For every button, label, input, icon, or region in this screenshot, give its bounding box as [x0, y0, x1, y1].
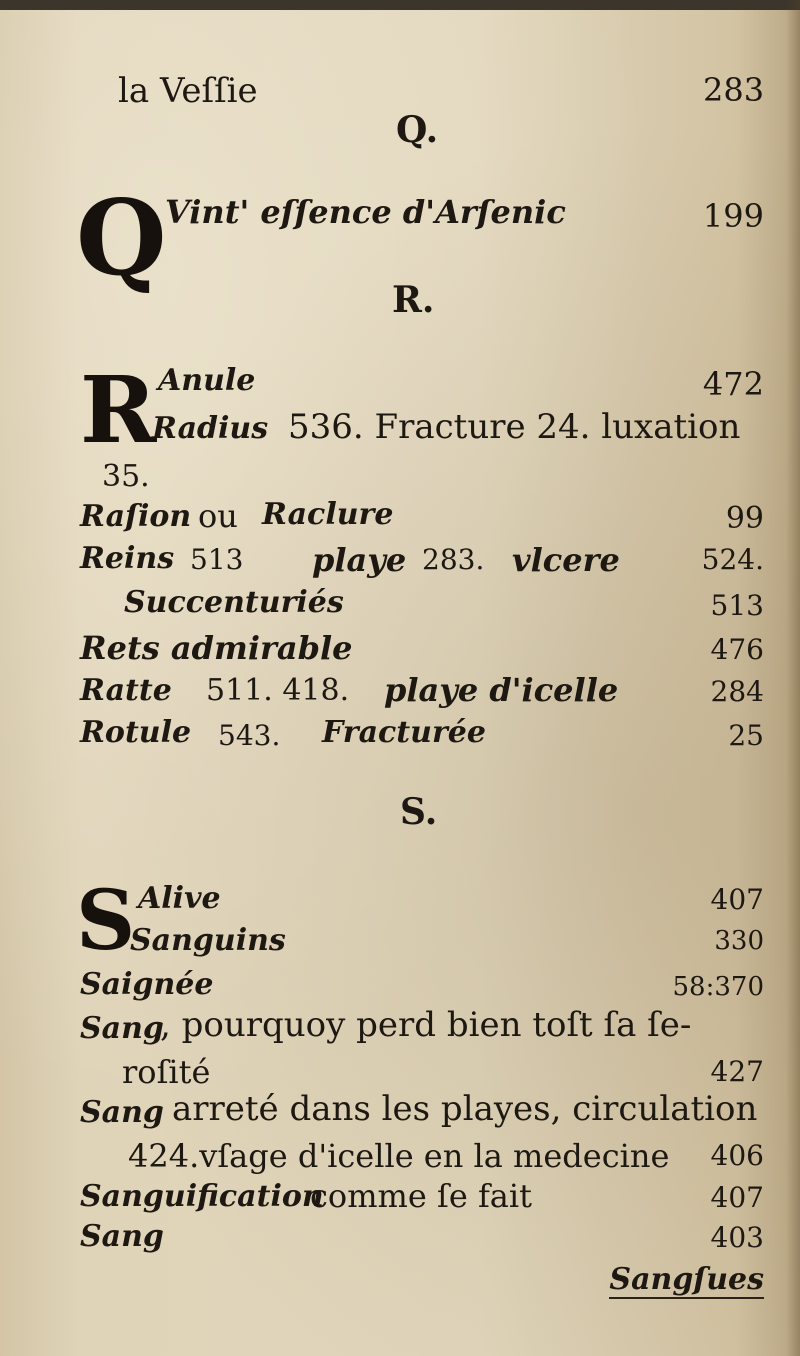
entry-saignee-term: Saignée: [80, 967, 214, 1002]
dropcap-s: S: [76, 873, 136, 969]
entry-sang2-page: 406: [710, 1139, 764, 1172]
entry-rotule-page: 25: [728, 719, 764, 752]
entry-ratte-term: Ratte: [80, 673, 172, 708]
entry-radius-term: Radius: [152, 411, 269, 446]
entry-reins-n2: 283.: [422, 543, 485, 576]
entry-sanguins-page: 330: [714, 926, 764, 956]
entry-sanguification-term: Sanguification: [80, 1179, 324, 1214]
catchword: Sangſues: [609, 1262, 764, 1297]
entry-sang1-continuation: roſité: [122, 1053, 211, 1091]
entry-reins-n1: 513: [190, 543, 244, 576]
entry-reins-playe: playe: [312, 541, 407, 579]
page-top-edge: [0, 0, 800, 10]
entry-rets-term: Rets admirable: [80, 629, 353, 667]
entry-rotule-term: Rotule: [80, 715, 192, 750]
entry-rotule-fracturee: Fracturée: [322, 715, 486, 750]
entry-sang2-text: arreté dans les playes, circulation: [172, 1089, 758, 1129]
entry-raclure-term: Raclure: [262, 497, 394, 532]
entry-sang1-text: , pourquoy perd bien toſt ſa ſe-: [160, 1005, 692, 1045]
entry-ratte-n1: 511. 418.: [206, 673, 350, 708]
entry-quintessence-term: Vint' eſſence d'Arſenic: [165, 193, 566, 231]
section-letter-s: S.: [400, 791, 438, 833]
entry-radius-text: 536. Fracture 24. luxation: [288, 407, 741, 447]
section-letter-q: Q.: [396, 109, 439, 151]
entry-sang1-term: Sang: [80, 1011, 164, 1046]
entry-reins-page: 524.: [701, 543, 764, 576]
entry-alive-term: Alive: [138, 881, 221, 916]
page-right-edge: [786, 0, 800, 1356]
section-letter-r: R.: [392, 279, 435, 321]
entry-quintessence-page: 199: [702, 197, 764, 235]
entry-rasion-term: Raſion: [80, 499, 192, 534]
entry-sanguification-text: comme ſe fait: [310, 1177, 532, 1215]
entry-rasion-page: 99: [725, 501, 764, 536]
entry-saignee-page: 58:370: [672, 972, 764, 1002]
entry-reins-vlcere: vlcere: [512, 541, 620, 579]
entry-anule-page: 472: [702, 365, 764, 403]
entry-sang1-page: 427: [710, 1055, 764, 1088]
entry-rets-page: 476: [710, 633, 764, 666]
entry-radius-continuation: 35.: [102, 459, 150, 494]
dropcap-q: Q: [76, 176, 167, 299]
entry-sanguification-page: 407: [710, 1181, 764, 1214]
running-head: la Veſſie: [118, 71, 258, 111]
entry-sanguins-term: Sanguins: [130, 923, 286, 958]
entry-ratte-playe: playe d'icelle: [384, 671, 619, 709]
entry-sang3-term: Sang: [80, 1219, 164, 1254]
page-number: 283: [703, 71, 765, 109]
entry-succenturies-page: 513: [710, 589, 764, 622]
entry-sang3-page: 403: [710, 1221, 764, 1254]
entry-succenturies-term: Succenturiés: [124, 585, 344, 620]
entry-sang2-term: Sang: [80, 1095, 164, 1130]
entry-reins-term: Reins: [80, 541, 175, 576]
entry-rasion-ou: ou: [198, 497, 238, 535]
entry-alive-page: 407: [710, 883, 764, 916]
entry-anule-term: Anule: [158, 363, 256, 398]
entry-rotule-n1: 543.: [218, 719, 281, 752]
entry-sang2-continuation: 424.vſage d'icelle en la medecine: [128, 1137, 670, 1175]
dropcap-r: R: [80, 356, 157, 464]
entry-ratte-page: 284: [710, 675, 764, 708]
